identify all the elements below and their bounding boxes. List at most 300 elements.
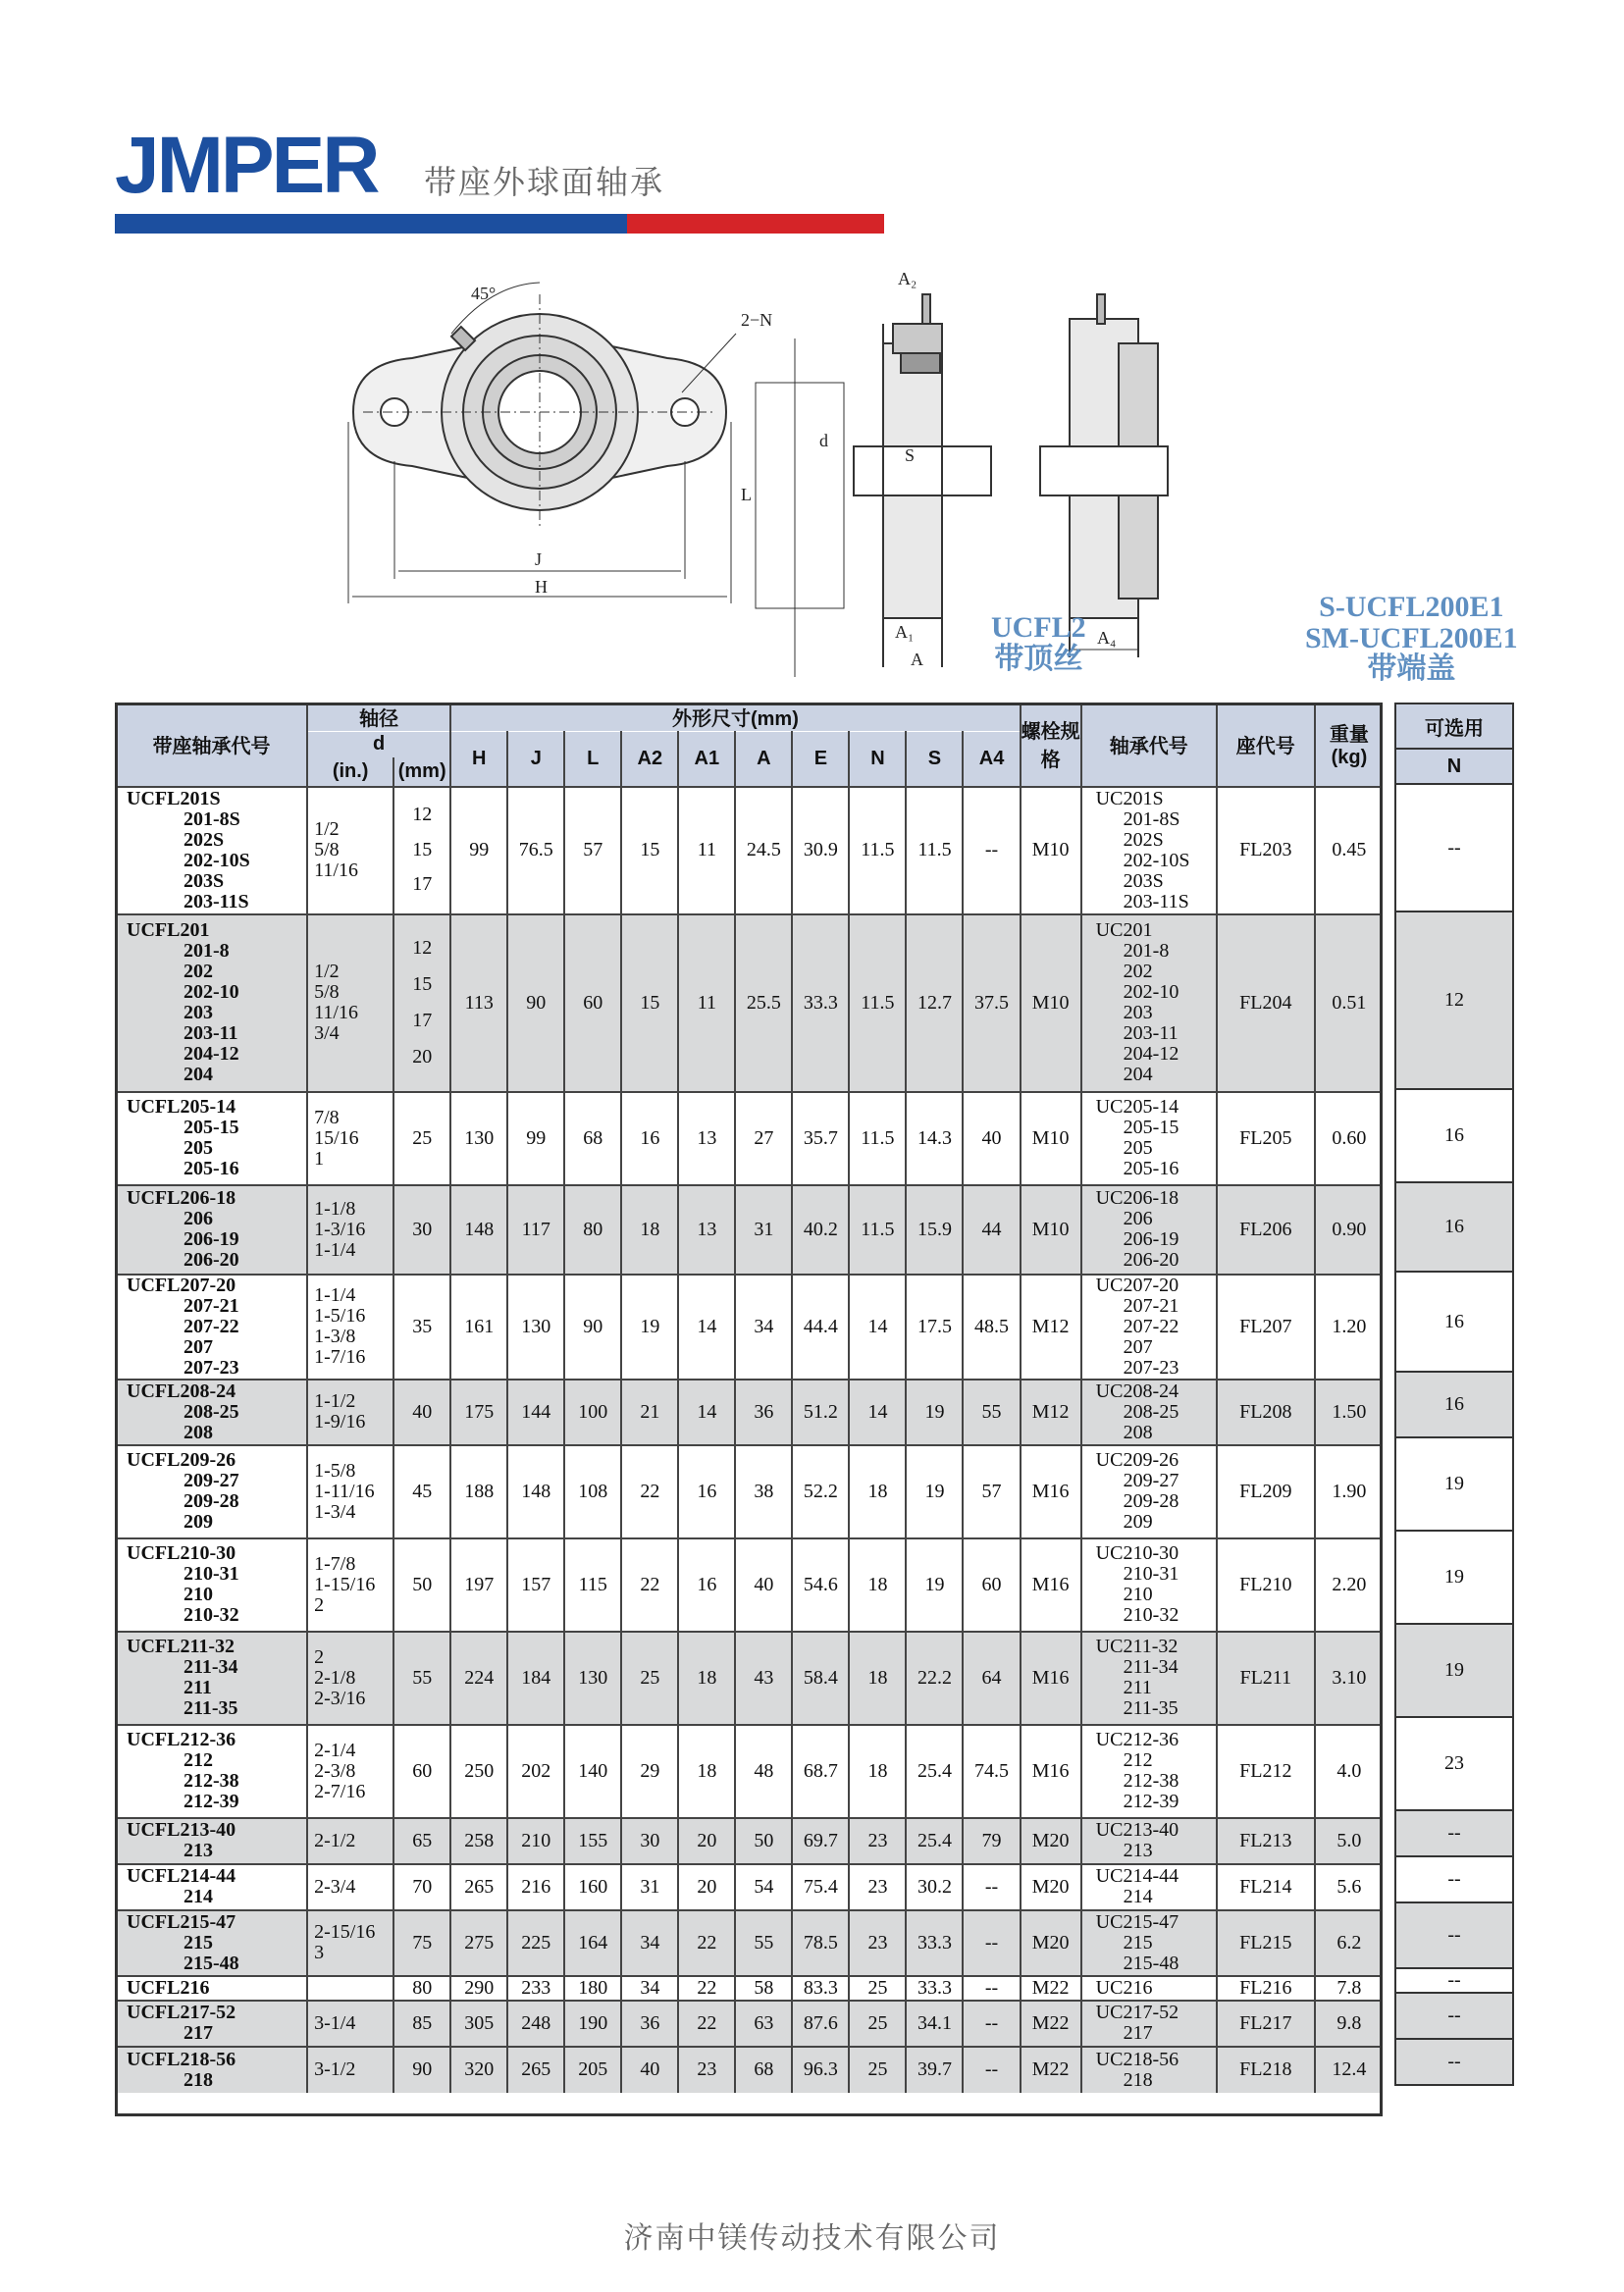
- dim-a4: 60: [963, 1538, 1020, 1632]
- bearing-code: 217: [1123, 2022, 1153, 2044]
- table-row: [1395, 1717, 1513, 1810]
- shaft-inch-cell: [307, 1725, 393, 1818]
- housing-code: FL210: [1217, 1538, 1315, 1632]
- bearing-code-cell: [1081, 2047, 1217, 2093]
- dim-h: 188: [450, 1445, 507, 1538]
- bearing-code: UC210-30: [1095, 1542, 1179, 1564]
- dim-a1: 11: [678, 787, 735, 914]
- dim-a2: 31: [621, 1864, 678, 1910]
- dim-n: 14: [849, 1275, 906, 1380]
- dim-a: 54: [735, 1864, 792, 1910]
- dim-a4: 55: [963, 1380, 1020, 1445]
- dim-l: 108: [564, 1445, 621, 1538]
- th-A2: A2: [621, 732, 678, 787]
- caption-right: [1305, 592, 1518, 685]
- housed-bearing-code: 205-15: [183, 1117, 239, 1138]
- th-S: S: [906, 732, 963, 787]
- housed-bearing-code: UCFL218-56: [127, 2048, 236, 2070]
- shaft-mm-cell: [393, 1910, 450, 1976]
- optional-n: 16: [1395, 1272, 1513, 1372]
- bearing-code: 209-28: [1123, 1490, 1179, 1512]
- shaft-mm: 12: [412, 936, 433, 959]
- table-row: [1395, 2039, 1513, 2085]
- caption-right-desc: 带端盖: [1367, 652, 1456, 685]
- bearing-code: UC218-56: [1095, 2048, 1179, 2070]
- dim-a2: 25: [621, 1632, 678, 1725]
- shaft-inch: 1-1/4: [314, 1238, 356, 1261]
- th-E: E: [792, 732, 849, 787]
- dim-n: 11.5: [849, 1185, 906, 1275]
- shaft-mm-cell: [393, 2001, 450, 2047]
- shaft-inch: 1-3/4: [314, 1500, 356, 1523]
- dim-e: 44.4: [792, 1275, 849, 1380]
- dim-l: 140: [564, 1725, 621, 1818]
- bearing-code: UC209-26: [1095, 1449, 1179, 1471]
- shaft-mm: 30: [412, 1218, 433, 1240]
- housed-bearing-code: UCFL205-14: [127, 1096, 236, 1118]
- dim-h: 250: [450, 1725, 507, 1818]
- housed-bearing-code: UCFL207-20: [127, 1274, 236, 1296]
- shaft-mm: 85: [412, 2011, 433, 2034]
- label-S: S: [905, 445, 916, 465]
- weight: 5.0: [1315, 1818, 1383, 1864]
- dim-e: 52.2: [792, 1445, 849, 1538]
- shaft-inch: 1: [314, 1147, 325, 1170]
- bolt-spec: M20: [1021, 1910, 1081, 1976]
- bolt-spec: M20: [1021, 1864, 1081, 1910]
- table-row: [1395, 912, 1513, 1089]
- dim-e: 35.7: [792, 1092, 849, 1185]
- weight: 4.0: [1315, 1725, 1383, 1818]
- table-row: [116, 787, 1383, 914]
- housed-bearing-code-cell: [116, 787, 307, 914]
- housed-bearing-code: 215: [183, 1931, 213, 1953]
- table-row: [1395, 784, 1513, 912]
- bearing-code: 209-27: [1123, 1470, 1179, 1491]
- dim-j: 117: [507, 1185, 564, 1275]
- housing-code: FL205: [1217, 1092, 1315, 1185]
- header-bar-red: [627, 214, 884, 234]
- bearing-code: 213: [1123, 1840, 1153, 1861]
- dim-a: 31: [735, 1185, 792, 1275]
- weight: 6.2: [1315, 1910, 1383, 1976]
- dim-n: 18: [849, 1445, 906, 1538]
- dim-l: 68: [564, 1092, 621, 1185]
- dim-n: 18: [849, 1632, 906, 1725]
- dim-a: 55: [735, 1910, 792, 1976]
- housed-bearing-code: 203S: [183, 869, 225, 892]
- optional-n: --: [1395, 1810, 1513, 1856]
- shaft-mm-cell: [393, 787, 450, 914]
- housed-bearing-code: 214: [183, 1886, 213, 1907]
- bearing-code: 203S: [1123, 869, 1164, 892]
- optional-n: --: [1395, 1968, 1513, 1993]
- dim-n: 25: [849, 2047, 906, 2093]
- bearing-code-cell: [1081, 1632, 1217, 1725]
- dim-n: 18: [849, 1538, 906, 1632]
- dim-a4: 64: [963, 1632, 1020, 1725]
- dim-l: 57: [564, 787, 621, 914]
- shaft-mm: 40: [412, 1400, 433, 1423]
- shaft-inch-cell: [307, 2001, 393, 2047]
- brand-logo: JMPER: [115, 121, 378, 210]
- housing-code: FL216: [1217, 1976, 1315, 2001]
- bearing-code: 208-25: [1123, 1400, 1179, 1423]
- dim-a4: 44: [963, 1185, 1020, 1275]
- bearing-code: 218: [1123, 2068, 1153, 2091]
- dim-a: 34: [735, 1275, 792, 1380]
- th-bearing-with-housing: 带座轴承代号: [116, 703, 307, 787]
- shaft-inch-cell: [307, 1910, 393, 1976]
- dim-a2: 18: [621, 1185, 678, 1275]
- dim-j: 184: [507, 1632, 564, 1725]
- th-H: H: [450, 732, 507, 787]
- dim-j: 248: [507, 2001, 564, 2047]
- shaft-mm: 60: [412, 1759, 433, 1782]
- housed-bearing-code: UCFL209-26: [127, 1449, 236, 1471]
- dim-e: 69.7: [792, 1818, 849, 1864]
- bearing-code: UC205-14: [1095, 1096, 1179, 1118]
- housed-bearing-code: 212-38: [183, 1770, 239, 1792]
- bearing-code: 212: [1123, 1749, 1153, 1771]
- dim-a1: 14: [678, 1380, 735, 1445]
- table-row: [1395, 1437, 1513, 1531]
- table-row: [116, 1864, 1383, 1910]
- dim-a2: 34: [621, 1910, 678, 1976]
- housed-bearing-code: 211-35: [183, 1697, 238, 1719]
- bearing-code: UC201: [1095, 919, 1153, 941]
- dim-h: 258: [450, 1818, 507, 1864]
- bearing-code-cell: [1081, 1275, 1217, 1380]
- optional-n: 16: [1395, 1372, 1513, 1437]
- dim-h: 290: [450, 1976, 507, 2001]
- weight: 0.45: [1315, 787, 1383, 914]
- shaft-mm-cell: [393, 2047, 450, 2093]
- housed-bearing-code-cell: [116, 1725, 307, 1818]
- bearing-code: 201-8: [1123, 940, 1170, 962]
- shaft-mm-cell: [393, 1632, 450, 1725]
- bolt-spec: M12: [1021, 1380, 1081, 1445]
- housed-bearing-code: UCFL212-36: [127, 1729, 236, 1750]
- dim-h: 265: [450, 1864, 507, 1910]
- shaft-mm: 17: [412, 873, 433, 896]
- housed-bearing-code: 201-8S: [183, 807, 240, 830]
- shaft-inch-cell: [307, 1380, 393, 1445]
- shaft-inch: 2-3/16: [314, 1687, 366, 1709]
- shaft-inch: 1-3/8: [314, 1326, 356, 1347]
- housed-bearing-code: 204-12: [183, 1043, 239, 1065]
- table-row: [116, 1380, 1383, 1445]
- dim-j: 202: [507, 1725, 564, 1818]
- shaft-inch: 1-5/16: [314, 1305, 366, 1327]
- housed-bearing-code: 212-39: [183, 1791, 239, 1812]
- dim-h: 197: [450, 1538, 507, 1632]
- dim-j: 233: [507, 1976, 564, 2001]
- bearing-code: UC216: [1095, 1976, 1153, 1999]
- dim-h: 275: [450, 1910, 507, 1976]
- housed-bearing-code: 207-22: [183, 1315, 239, 1337]
- housed-bearing-code-cell: [116, 1632, 307, 1725]
- housed-bearing-code: 211: [183, 1677, 212, 1698]
- bolt-spec: M16: [1021, 1632, 1081, 1725]
- th-weight: 重量(kg): [1315, 703, 1383, 787]
- housing-code: FL207: [1217, 1275, 1315, 1380]
- page-subtitle: 带座外球面轴承: [424, 164, 664, 200]
- footer-company: 济南中镁传动技术有限公司: [623, 2222, 1001, 2255]
- optional-table: [1394, 703, 1514, 2086]
- bearing-code: 202-10S: [1123, 849, 1190, 871]
- housed-bearing-code: 208: [183, 1421, 213, 1443]
- th-A1: A1: [678, 732, 735, 787]
- label-A: A: [911, 650, 923, 669]
- bearing-code: 202-10: [1123, 981, 1179, 1003]
- housing-code: FL212: [1217, 1725, 1315, 1818]
- shaft-mm-cell: [393, 1818, 450, 1864]
- shaft-inch-cell: [307, 1632, 393, 1725]
- dim-l: 190: [564, 2001, 621, 2047]
- weight: 3.10: [1315, 1632, 1383, 1725]
- header-bar-blue: [115, 214, 627, 234]
- shaft-mm: 12: [412, 804, 433, 826]
- dim-a4: --: [963, 1864, 1020, 1910]
- shaft-mm: 17: [412, 1010, 433, 1031]
- dim-l: 60: [564, 914, 621, 1092]
- th-A: A: [735, 732, 792, 787]
- shaft-mm: 25: [412, 1126, 433, 1149]
- shaft-inch: 2: [314, 1593, 325, 1616]
- dim-a1: 22: [678, 1910, 735, 1976]
- dim-a1: 22: [678, 1976, 735, 2001]
- dim-n: 23: [849, 1910, 906, 1976]
- dim-l: 90: [564, 1275, 621, 1380]
- housed-bearing-code: 218: [183, 2068, 213, 2091]
- optional-n: 16: [1395, 1182, 1513, 1272]
- dim-j: 216: [507, 1864, 564, 1910]
- housed-bearing-code: UCFL206-18: [127, 1187, 236, 1209]
- housed-bearing-code: UCFL201S: [127, 787, 221, 809]
- bearing-code: 207-23: [1123, 1356, 1179, 1379]
- dim-n: 14: [849, 1380, 906, 1445]
- housed-bearing-code: 207-23: [183, 1356, 239, 1379]
- optional-n: 23: [1395, 1717, 1513, 1810]
- bearing-code: UC211-32: [1095, 1636, 1179, 1657]
- shaft-mm-cell: [393, 1275, 450, 1380]
- bolt-spec: M12: [1021, 1275, 1081, 1380]
- housed-bearing-code: UCFL211-32: [127, 1636, 235, 1657]
- dim-s: 19: [906, 1445, 963, 1538]
- dim-e: 58.4: [792, 1632, 849, 1725]
- housed-bearing-code: 203-11: [183, 1022, 238, 1044]
- dim-n: 23: [849, 1818, 906, 1864]
- housed-bearing-code: 210: [183, 1584, 213, 1605]
- dim-a1: 23: [678, 2047, 735, 2093]
- bearing-code: 204-12: [1123, 1043, 1179, 1065]
- shaft-inch: 1-7/8: [314, 1552, 356, 1575]
- housed-bearing-code: UCFL213-40: [127, 1819, 236, 1841]
- shaft-mm-cell: [393, 1864, 450, 1910]
- dim-j: 225: [507, 1910, 564, 1976]
- bearing-code: 210: [1123, 1584, 1153, 1605]
- dim-a4: --: [963, 2001, 1020, 2047]
- dim-s: 33.3: [906, 1976, 963, 2001]
- bearing-code-cell: [1081, 914, 1217, 1092]
- shaft-inch: 2-3/8: [314, 1759, 356, 1782]
- bearing-code: 202: [1123, 961, 1153, 982]
- shaft-inch-cell: [307, 2047, 393, 2093]
- housed-bearing-code-cell: [116, 1445, 307, 1538]
- shaft-inch: 1-11/16: [314, 1480, 375, 1502]
- housed-bearing-code-cell: [116, 1910, 307, 1976]
- dim-a: 63: [735, 2001, 792, 2047]
- housed-bearing-code-cell: [116, 2001, 307, 2047]
- th-d: d: [307, 732, 450, 757]
- optional-n: --: [1395, 1993, 1513, 2039]
- dim-l: 160: [564, 1864, 621, 1910]
- dim-j: 144: [507, 1380, 564, 1445]
- bolt-spec: M22: [1021, 1976, 1081, 2001]
- bearing-code: 215: [1123, 1931, 1153, 1953]
- housed-bearing-code: 215-48: [183, 1952, 239, 1974]
- dim-a4: 37.5: [963, 914, 1020, 1092]
- bearing-code: 206-19: [1123, 1228, 1179, 1250]
- shaft-inch: 1/2: [314, 961, 340, 982]
- dim-e: 78.5: [792, 1910, 849, 1976]
- th-J: J: [507, 732, 564, 787]
- shaft-mm: 45: [412, 1480, 433, 1502]
- dim-l: 115: [564, 1538, 621, 1632]
- optional-n: --: [1395, 1902, 1513, 1968]
- th-in: (in.): [307, 757, 393, 787]
- dim-n: 18: [849, 1725, 906, 1818]
- bearing-code: UC207-20: [1095, 1274, 1179, 1296]
- shaft-inch: 1-9/16: [314, 1411, 366, 1432]
- weight: 0.90: [1315, 1185, 1383, 1275]
- shaft-inch: 1-5/8: [314, 1459, 356, 1482]
- bearing-code: UC201S: [1095, 787, 1164, 809]
- caption-right-model-2: SM-UCFL200E1: [1305, 621, 1518, 654]
- bearing-code-cell: [1081, 1538, 1217, 1632]
- dim-a1: 16: [678, 1538, 735, 1632]
- dim-j: 130: [507, 1275, 564, 1380]
- dim-n: 23: [849, 1864, 906, 1910]
- table-row: [116, 2001, 1383, 2047]
- housed-bearing-code: 209: [183, 1511, 213, 1533]
- table-row: [1395, 1531, 1513, 1624]
- table-row: [116, 2047, 1383, 2093]
- bearing-code: 207-21: [1123, 1294, 1179, 1317]
- bearing-code: 210-32: [1123, 1604, 1179, 1626]
- bearing-code: UC208-24: [1095, 1380, 1179, 1402]
- bearing-code: 202S: [1123, 828, 1164, 851]
- dim-l: 80: [564, 1185, 621, 1275]
- bearing-code: 212-39: [1123, 1791, 1179, 1812]
- bearing-code: UC217-52: [1095, 2002, 1179, 2023]
- dim-j: 148: [507, 1445, 564, 1538]
- housed-bearing-code-cell: [116, 2047, 307, 2093]
- dim-a2: 36: [621, 2001, 678, 2047]
- shaft-inch-cell: [307, 1445, 393, 1538]
- dim-n: 11.5: [849, 787, 906, 914]
- housed-bearing-code: 201-8: [183, 940, 230, 962]
- bearing-code: 211: [1123, 1677, 1152, 1698]
- dim-l: 205: [564, 2047, 621, 2093]
- dim-s: 25.4: [906, 1725, 963, 1818]
- shaft-inch: 3/4: [314, 1022, 340, 1044]
- housed-bearing-code: 205: [183, 1137, 213, 1159]
- label-A1: A₁: [895, 622, 915, 642]
- dim-a2: 16: [621, 1092, 678, 1185]
- dim-n: 11.5: [849, 914, 906, 1092]
- bearing-code: 211-35: [1123, 1697, 1179, 1719]
- dim-j: 76.5: [507, 787, 564, 914]
- optional-n: 19: [1395, 1531, 1513, 1624]
- dim-h: 130: [450, 1092, 507, 1185]
- dim-e: 87.6: [792, 2001, 849, 2047]
- dim-a: 36: [735, 1380, 792, 1445]
- housed-bearing-code: 217: [183, 2022, 213, 2044]
- optional-n: 19: [1395, 1624, 1513, 1717]
- shaft-inch: 2-15/16: [314, 1921, 376, 1943]
- label-L: L: [741, 485, 752, 504]
- shaft-inch: 1-1/4: [314, 1284, 356, 1306]
- shaft-mm-cell: [393, 1538, 450, 1632]
- bolt-spec: M10: [1021, 914, 1081, 1092]
- bearing-code: 210-31: [1123, 1563, 1179, 1585]
- bearing-code: UC214-44: [1095, 1865, 1179, 1887]
- dim-a1: 13: [678, 1185, 735, 1275]
- optional-n: 12: [1395, 912, 1513, 1089]
- shaft-mm: 15: [412, 838, 433, 860]
- shaft-inch: 2-1/4: [314, 1739, 356, 1761]
- dim-j: 90: [507, 914, 564, 1092]
- bolt-spec: M10: [1021, 787, 1081, 914]
- dim-a: 43: [735, 1632, 792, 1725]
- weight: 7.8: [1315, 1976, 1383, 2001]
- dim-a: 58: [735, 1976, 792, 2001]
- dim-h: 161: [450, 1275, 507, 1380]
- shaft-inch-cell: [307, 1976, 393, 2001]
- dim-a2: 15: [621, 914, 678, 1092]
- dim-h: 148: [450, 1185, 507, 1275]
- dim-s: 12.7: [906, 914, 963, 1092]
- optional-n: 16: [1395, 1089, 1513, 1182]
- caption-left: [991, 612, 1086, 674]
- shaft-inch: 7/8: [314, 1106, 340, 1128]
- housed-bearing-code-cell: [116, 1538, 307, 1632]
- th-housing-code: 座代号: [1217, 703, 1315, 787]
- label-angle: 45°: [471, 284, 497, 303]
- bolt-spec: M16: [1021, 1538, 1081, 1632]
- dim-e: 83.3: [792, 1976, 849, 2001]
- bolt-spec: M10: [1021, 1185, 1081, 1275]
- housed-bearing-code: 212: [183, 1749, 213, 1771]
- optional-n: --: [1395, 1856, 1513, 1902]
- optional-n: 19: [1395, 1437, 1513, 1531]
- shaft-mm: 55: [412, 1666, 433, 1689]
- dim-e: 51.2: [792, 1380, 849, 1445]
- bearing-code-cell: [1081, 1910, 1217, 1976]
- dim-e: 33.3: [792, 914, 849, 1092]
- shaft-inch: 2-1/2: [314, 1829, 356, 1851]
- dim-n: 25: [849, 2001, 906, 2047]
- weight: 2.20: [1315, 1538, 1383, 1632]
- housed-bearing-code-cell: [116, 1185, 307, 1275]
- th-L: L: [564, 732, 621, 787]
- th-shaft-dia: 轴径: [307, 703, 450, 732]
- dim-a4: --: [963, 2047, 1020, 2093]
- table-row: [1395, 1624, 1513, 1717]
- shaft-inch: 1-3/16: [314, 1218, 366, 1240]
